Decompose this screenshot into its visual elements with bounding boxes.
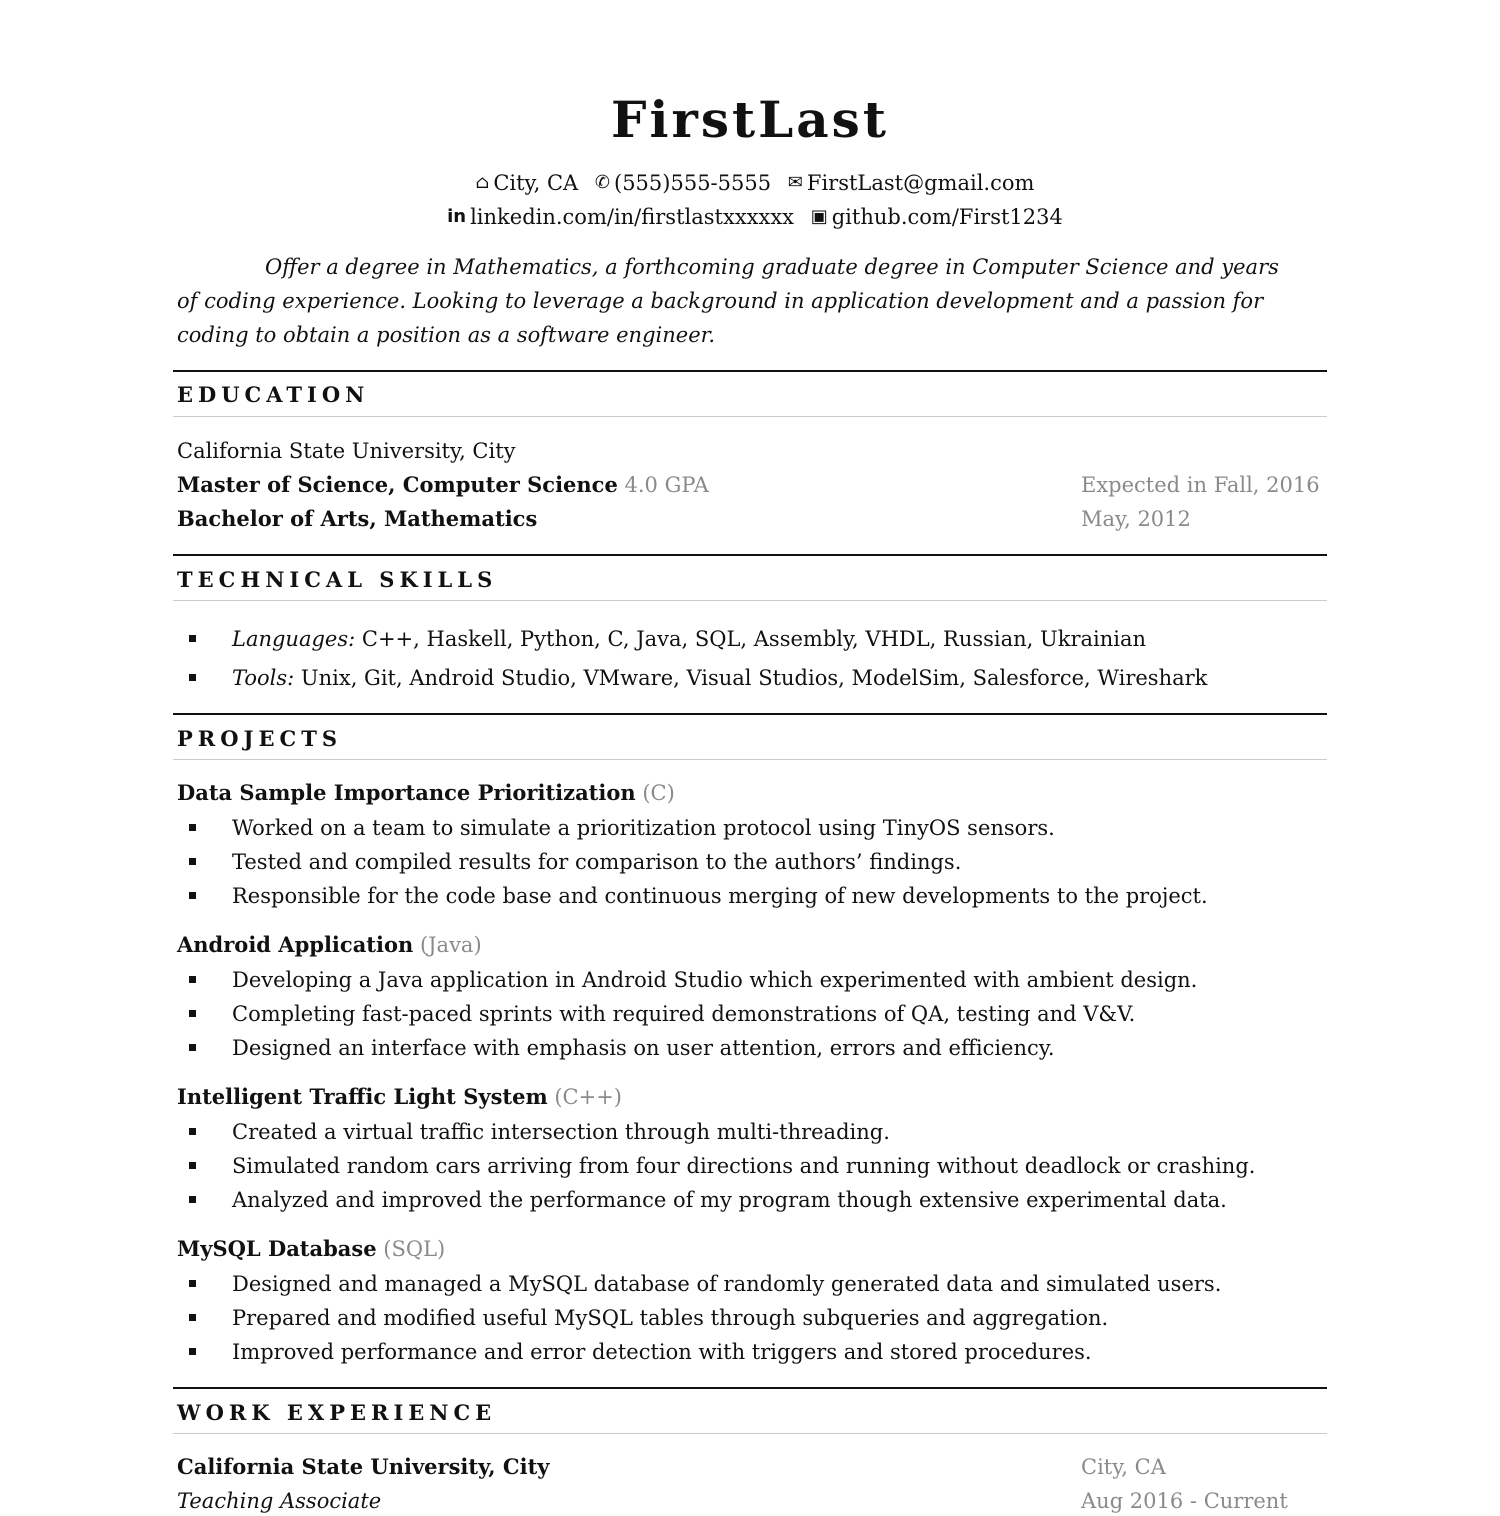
- skill-label: Languages:: [232, 627, 356, 651]
- linkedin-icon: in: [447, 206, 467, 227]
- section-rule: [173, 713, 1327, 715]
- project-title-line: [177, 1234, 445, 1264]
- degree-title: Master of Science, Computer Science: [177, 472, 618, 497]
- degree-title: Bachelor of Arts, Mathematics: [177, 506, 538, 531]
- job-role: Teaching Associate: [177, 1489, 382, 1513]
- section-rule: [173, 370, 1327, 372]
- project-title: Android Application: [177, 932, 414, 957]
- project-bullet: Created a virtual traffic intersection through multi-threading.: [232, 1120, 890, 1144]
- section-divider: [173, 759, 1327, 760]
- section-rule: [173, 1387, 1327, 1389]
- envelope-icon: ✉: [787, 172, 803, 193]
- bullet-icon: [189, 1010, 196, 1017]
- bullet-icon: [189, 674, 196, 681]
- degree-date: May, 2012: [1081, 507, 1191, 531]
- skill-item: [232, 663, 1207, 693]
- linkedin-link[interactable]: linkedin.com/in/firstlastxxxxxx: [470, 205, 795, 229]
- bullet-icon: [189, 1044, 196, 1051]
- skill-value: Unix, Git, Android Studio, VMware, Visual Studios, ModelSim, Salesforce, Wireshark: [300, 666, 1208, 690]
- phone: (555)555-5555: [614, 171, 772, 195]
- bullet-icon: [189, 1162, 196, 1169]
- skill-item: [232, 624, 1146, 654]
- resume-name: FirstLast: [611, 90, 889, 149]
- bullet-icon: [189, 1128, 196, 1135]
- project-bullet: Responsible for the code base and continuous merging of new developments to the project.: [232, 884, 1208, 908]
- bullet-icon: [189, 1196, 196, 1203]
- project-bullet: Designed an interface with emphasis on user attention, errors and efficiency.: [232, 1036, 1055, 1060]
- project-bullet: Completing fast-paced sprints with required demonstrations of QA, testing and V&V.: [232, 1002, 1136, 1026]
- project-title-line: [177, 930, 482, 960]
- project-bullet: Simulated random cars arriving from four directions and running without deadlock or crashing.: [232, 1154, 1256, 1178]
- gpa: 4.0 GPA: [624, 473, 709, 497]
- bullet-icon: [189, 1348, 196, 1355]
- github-icon: ▣: [810, 206, 828, 227]
- degree: [177, 470, 709, 500]
- job-dates: Aug 2016 - Current: [1081, 1489, 1288, 1513]
- objective-line: Offer a degree in Mathematics, a forthcoming graduate degree in Computer Science and years: [265, 255, 1279, 279]
- github-link[interactable]: github.com/First1234: [831, 205, 1063, 229]
- bullet-icon: [189, 635, 196, 642]
- project-bullet: Worked on a team to simulate a prioritization protocol using TinyOS sensors.: [232, 816, 1055, 840]
- project-title: Intelligent Traffic Light System: [177, 1084, 548, 1109]
- bullet-icon: [189, 824, 196, 831]
- section-heading-education: EDUCATION: [177, 382, 370, 407]
- section-divider: [173, 416, 1327, 417]
- bullet-icon: [189, 976, 196, 983]
- email-link[interactable]: FirstLast@gmail.com: [806, 171, 1035, 195]
- project-bullet: Designed and managed a MySQL database of randomly generated data and simulated users.: [232, 1272, 1222, 1296]
- contact-line-2: [0, 202, 1500, 232]
- section-heading-skills: TECHNICAL SKILLS: [177, 567, 498, 592]
- project-bullet: Analyzed and improved the performance of my program though extensive experimental data.: [232, 1188, 1227, 1212]
- school-name: California State University, City: [177, 439, 516, 463]
- phone-icon: ✆: [594, 172, 610, 193]
- skill-label: Tools:: [232, 666, 295, 690]
- section-heading-work: WORK EXPERIENCE: [177, 1400, 497, 1425]
- section-divider: [173, 1433, 1327, 1434]
- project-bullet: Tested and compiled results for comparison to the authors’ findings.: [232, 850, 962, 874]
- location: City, CA: [493, 171, 579, 195]
- project-title-line: [177, 1082, 622, 1112]
- project-language: (Java): [419, 933, 482, 957]
- employer: California State University, City: [177, 1454, 550, 1479]
- project-title: Data Sample Importance Prioritization: [177, 780, 636, 805]
- section-heading-projects: PROJECTS: [177, 726, 342, 751]
- home-icon: ⌂: [475, 172, 490, 193]
- skill-value: C++, Haskell, Python, C, Java, SQL, Assembly, VHDL, Russian, Ukrainian: [361, 627, 1147, 651]
- project-language: (C++): [554, 1085, 623, 1109]
- project-bullet: Developing a Java application in Android Studio which experimented with ambient design.: [232, 968, 1198, 992]
- bullet-icon: [189, 1314, 196, 1321]
- objective-line: of coding experience. Looking to leverage a background in application development and a passion for: [177, 289, 1264, 313]
- section-divider: [173, 600, 1327, 601]
- section-rule: [173, 554, 1327, 556]
- project-bullet: Prepared and modified useful MySQL tables through subqueries and aggregation.: [232, 1306, 1109, 1330]
- work-location: City, CA: [1081, 1455, 1166, 1479]
- objective-line: coding to obtain a position as a software engineer.: [177, 323, 716, 347]
- project-language: (SQL): [383, 1237, 446, 1261]
- degree-date: Expected in Fall, 2016: [1081, 473, 1320, 497]
- project-title: MySQL Database: [177, 1236, 377, 1261]
- contact-line-1: [0, 168, 1500, 198]
- project-title-line: [177, 778, 675, 808]
- bullet-icon: [189, 1280, 196, 1287]
- bullet-icon: [189, 858, 196, 865]
- bullet-icon: [189, 892, 196, 899]
- project-bullet: Improved performance and error detection with triggers and stored procedures.: [232, 1340, 1092, 1364]
- project-language: (C): [642, 781, 675, 805]
